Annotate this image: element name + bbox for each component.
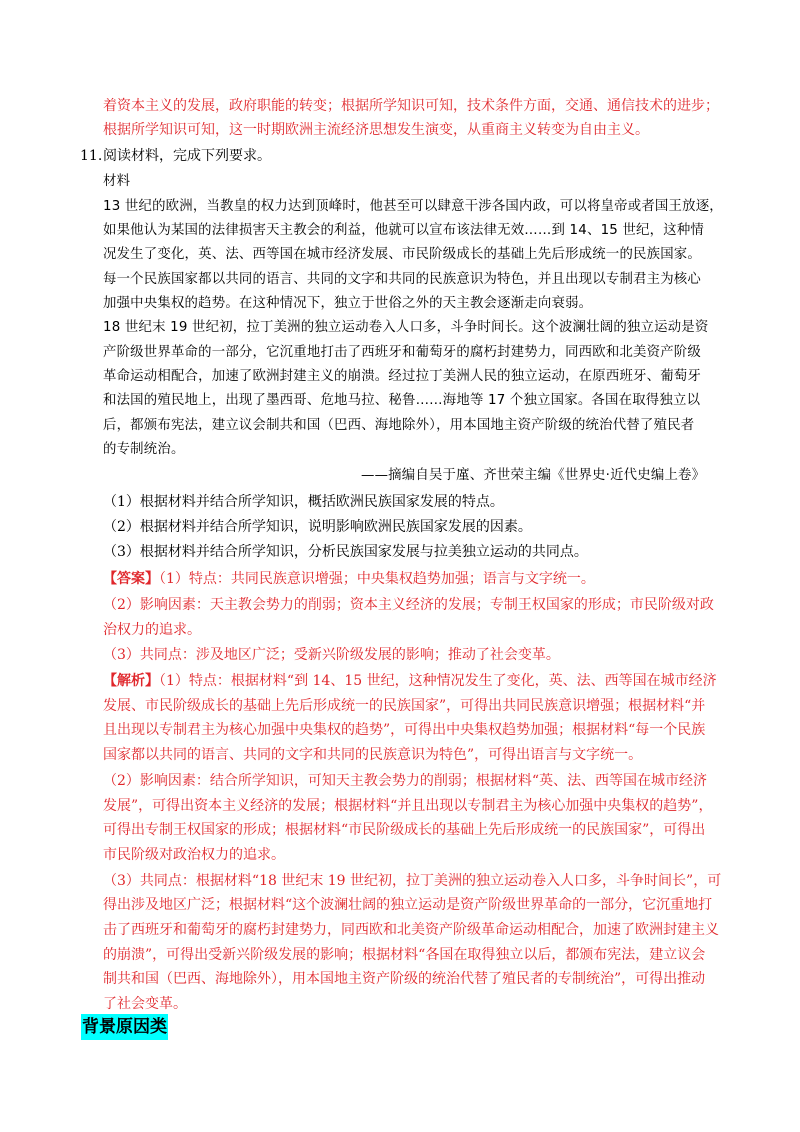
material-line: 革命运动相配合，加速了欧洲封建主义的崩溃。经过拉丁美洲人民的独立运动，在原西班牙、葡萄牙: [103, 369, 701, 384]
top-line-1: 着资本主义的发展，政府职能的转变；根据所学知识可知，技术条件方面，交通、通信技术的进步；: [103, 98, 719, 114]
analysis-line: 击了西班牙和葡萄牙的腐朽封建势力，同西欧和北美资产阶级革命运动相配合，加速了欧洲封建主义: [103, 922, 719, 938]
answer-line: 治权力的追求。: [103, 622, 201, 638]
top-line-2: 根据所学知识可知，这一时期欧洲主流经济思想发生演变，从重商主义转变为自由主义。: [103, 122, 649, 138]
analysis-line: 发展、市民阶级成长的基础上先后形成统一的民族国家”，可得出共同民族意识增强；根据材料“并: [103, 698, 706, 714]
material-line: 况发生了变化，英、法、西等国在城市经济发展、市民阶级成长的基础上先后形成统一的民族国家。: [103, 247, 701, 262]
material-line: 和法国的殖民地上，出现了墨西哥、危地马拉、秘鲁……海地等 17 个独立国家。各国在取得独立以: [103, 393, 701, 408]
answer-line-1: [103, 569, 595, 589]
analysis-line: 制共和国（巴西、海地除外），用本国地主资产阶级的统治代替了殖民者的专制统治”，可得出推动: [103, 971, 706, 987]
analysis-line-1: [103, 671, 717, 691]
material-line: 产阶级世界革命的一部分，它沉重地打击了西班牙和葡萄牙的腐朽封建势力，同西欧和北美资产阶级: [103, 345, 701, 360]
analysis-line: 发展”，可得出资本主义经济的发展；根据材料“并且出现以专制君主为核心加强中央集权的趋势”，: [103, 798, 713, 814]
material-line: 18 世纪末 19 世纪初，拉丁美洲的独立运动卷入人口多，斗争时间长。这个波澜壮阔的独立运动是资: [103, 320, 709, 335]
answer-text: （1）特点：共同民族意识增强；中央集权趋势加强；语言与文字统一。: [159, 571, 595, 587]
material-line: 13 世纪的欧洲，当教皇的权力达到顶峰时，他甚至可以肆意干涉各国内政，可以将皇帝或者国王放逐，: [103, 199, 723, 214]
question-number: 11.: [80, 148, 103, 164]
analysis-line: 得出涉及地区广泛；根据材料“这个波澜壮阔的独立运动是资产阶级世界革命的一部分，它沉重地打: [103, 897, 713, 913]
answer-label: 【答案】: [103, 571, 159, 587]
material-line: 后，都颁布宪法，建立议会制共和国（巴西、海地除外），用本国地主资产阶级的统治代替了殖民者: [103, 418, 695, 433]
section-heading: 背景原因类: [81, 1014, 168, 1040]
material-line: 加强中央集权的趋势。在这种情况下，独立于世俗之外的天主教会逐渐走向衰弱。: [103, 296, 593, 311]
analysis-line: 的崩溃”，可得出受新兴阶级发展的影响；根据材料“各国在取得独立以后，都颁布宪法，建立议会: [103, 947, 706, 963]
answer-line: （2）影响因素：天主教会势力的削弱；资本主义经济的发展；专制王权国家的形成；市民阶级对政: [103, 597, 714, 613]
analysis-line: 且出现以专制君主为核心加强中央集权的趋势”，可得出中央集权趋势加强；根据材料“每一个民族: [103, 722, 706, 738]
subquestion-1: （1）根据材料并结合所学知识，概括欧洲民族国家发展的特点。: [103, 494, 504, 510]
analysis-line: 可得出专制王权国家的形成；根据材料“市民阶级成长的基础上先后形成统一的民族国家”，可得出: [103, 822, 706, 838]
question-prompt: 阅读材料，完成下列要求。: [103, 148, 271, 164]
analysis-line: （3）共同点：根据材料“18 世纪末 19 世纪初，拉丁美洲的独立运动卷入人口多，斗争时间长”，可: [103, 873, 722, 889]
material-line: 如果他认为某国的法律损害天主教会的利益，他就可以宣布该法律无效……到 14、15 世纪，这种情: [103, 223, 705, 238]
analysis-line: （2）影响因素：结合所学知识，可知天主教会势力的削弱；根据材料“英、法、西等国在城市经济: [103, 773, 708, 789]
analysis-line: 了社会变革。: [103, 996, 187, 1012]
material-line: 的专制统治。: [103, 442, 185, 457]
material-line: 每一个民族国家都以共同的语言、共同的文字和共同的民族意识为特色，并且出现以专制君主为核心: [103, 272, 701, 287]
analysis-label: 【解析】: [103, 673, 159, 689]
analysis-line: 市民阶级对政治权力的追求。: [103, 847, 285, 863]
answer-line: （3）共同点：涉及地区广泛；受新兴阶级发展的影响；推动了社会变革。: [103, 647, 560, 663]
material-source: ——摘编自吴于廑、齐世荣主编《世界史·近代史编上卷》: [361, 468, 706, 483]
material-label: 材料: [103, 174, 131, 189]
analysis-line: 国家都以共同的语言、共同的文字和共同的民族意识为特色”，可得出语言与文字统一。: [103, 747, 643, 763]
subquestion-2: （2）根据材料并结合所学知识，说明影响欧洲民族国家发展的因素。: [103, 519, 532, 535]
analysis-text: （1）特点：根据材料“到 14、15 世纪，这种情况发生了变化，英、法、西等国在城市经济: [159, 673, 717, 689]
subquestion-3: （3）根据材料并结合所学知识，分析民族国家发展与拉美独立运动的共同点。: [103, 544, 588, 560]
